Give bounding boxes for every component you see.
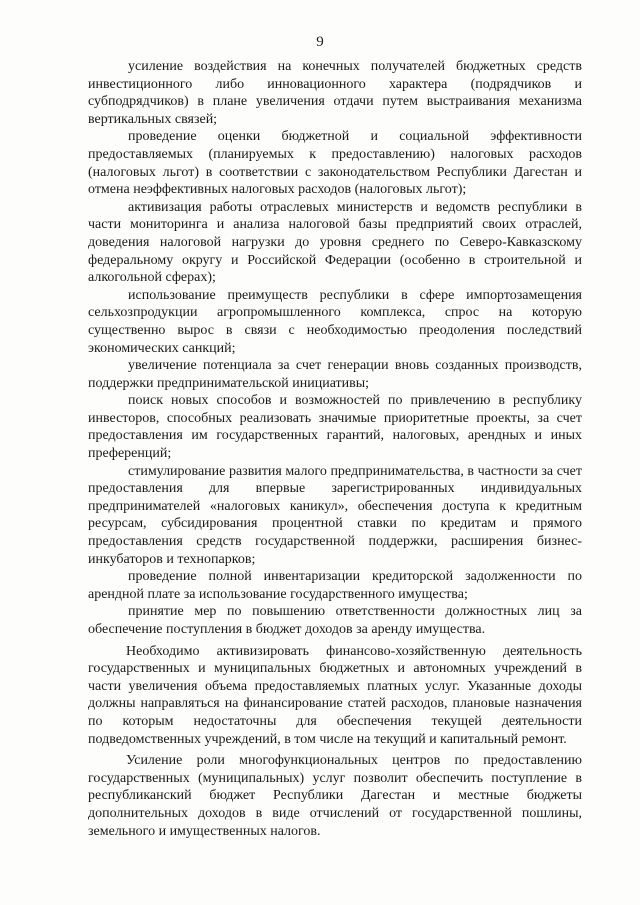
document-body (88, 58, 582, 840)
page-number: 9 (316, 34, 324, 50)
paragraph-budget-recipients: усиление воздействия на конечных получателей бюджетных средств инвестиционного либо инновационного характера (подрядчиков и субподрядчиков) в плане увеличения отдачи путем выстраивания механизма вертикальных связей; (88, 59, 582, 127)
paragraph-mfc-role: Усиление роли многофункциональных центров по предоставлению государственных (муниципальных) услуг позволит обеспечить поступление в республиканский бюджет Республики Дагестан и местные бюджеты дополнительных доходов в виде отчислений от государственной пошлины, земельного и имущественных налогов. (88, 753, 582, 839)
paragraph-debt-inventory: проведение полной инвентаризации кредиторской задолженности по арендной плате за использование государственного имущества; (88, 569, 582, 602)
paragraph-potential-increase: увеличение потенциала за счет генерации вновь созданных производств, поддержки предпринимательской инициативы; (88, 358, 582, 391)
paragraph-paid-services: Необходимо активизировать финансово-хозяйственную деятельность государственных и муниципальных бюджетных и автономных учреждений в части увеличения объема предоставляемых платных услуг. Указанные доходы должны направляться на финансирование статей расходов, плановые назначения по которым недостаточны для обеспечения текущей деятельности подведомственных учреждений, в том числе на текущий и капитальный ремонт. (88, 643, 582, 747)
paragraph-import-substitution: использование преимуществ республики в сфере импортозамещения сельхозпродукции агропромышленного комплекса, спрос на которую существенно вырос в связи с необходимостью преодоления последствий экономических санкций; (88, 287, 582, 356)
paragraph-official-responsibility: принятие мер по повышению ответственности должностных лиц за обеспечение поступления в бюджет доходов за аренду имущества. (88, 604, 582, 637)
paragraph-small-business-support: стимулирование развития малого предпринимательства, в частности за счет предоставления для впервые зарегистрированных индивидуальных предпринимателей «налоговых каникул», обеспечения доступа к кредитным ресурсам, субсидирования процентной ставки по кредитам и прямого предоставления средств государственной поддержки, расширения бизнес-инкубаторов и технопарков; (88, 463, 582, 567)
paragraph-investor-attraction: поиск новых способов и возможностей по привлечению в республику инвесторов, способных реализовать значимые приоритетные проекты, за счет предоставления им государственных гарантий, налоговых, арендных и иных преференций; (88, 393, 582, 462)
paragraph-tax-expenditure-evaluation: проведение оценки бюджетной и социальной эффективности предоставляемых (планируемых к предоставлению) налоговых расходов (налоговых льгот) в соответствии с законодательством Республики Дагестан и отмена неэффективных налоговых расходов (налоговых льгот); (88, 129, 582, 198)
paragraph-ministries-activation: активизация работы отраслевых министерств и ведомств республики в части мониторинга и анализа налоговой базы предприятий своих отраслей, доведения налоговой нагрузки до уровня среднего по Северо-Кавказскому федеральному округу и Российской Федерации (особенно в строительной и алкогольной сферах); (88, 199, 582, 286)
